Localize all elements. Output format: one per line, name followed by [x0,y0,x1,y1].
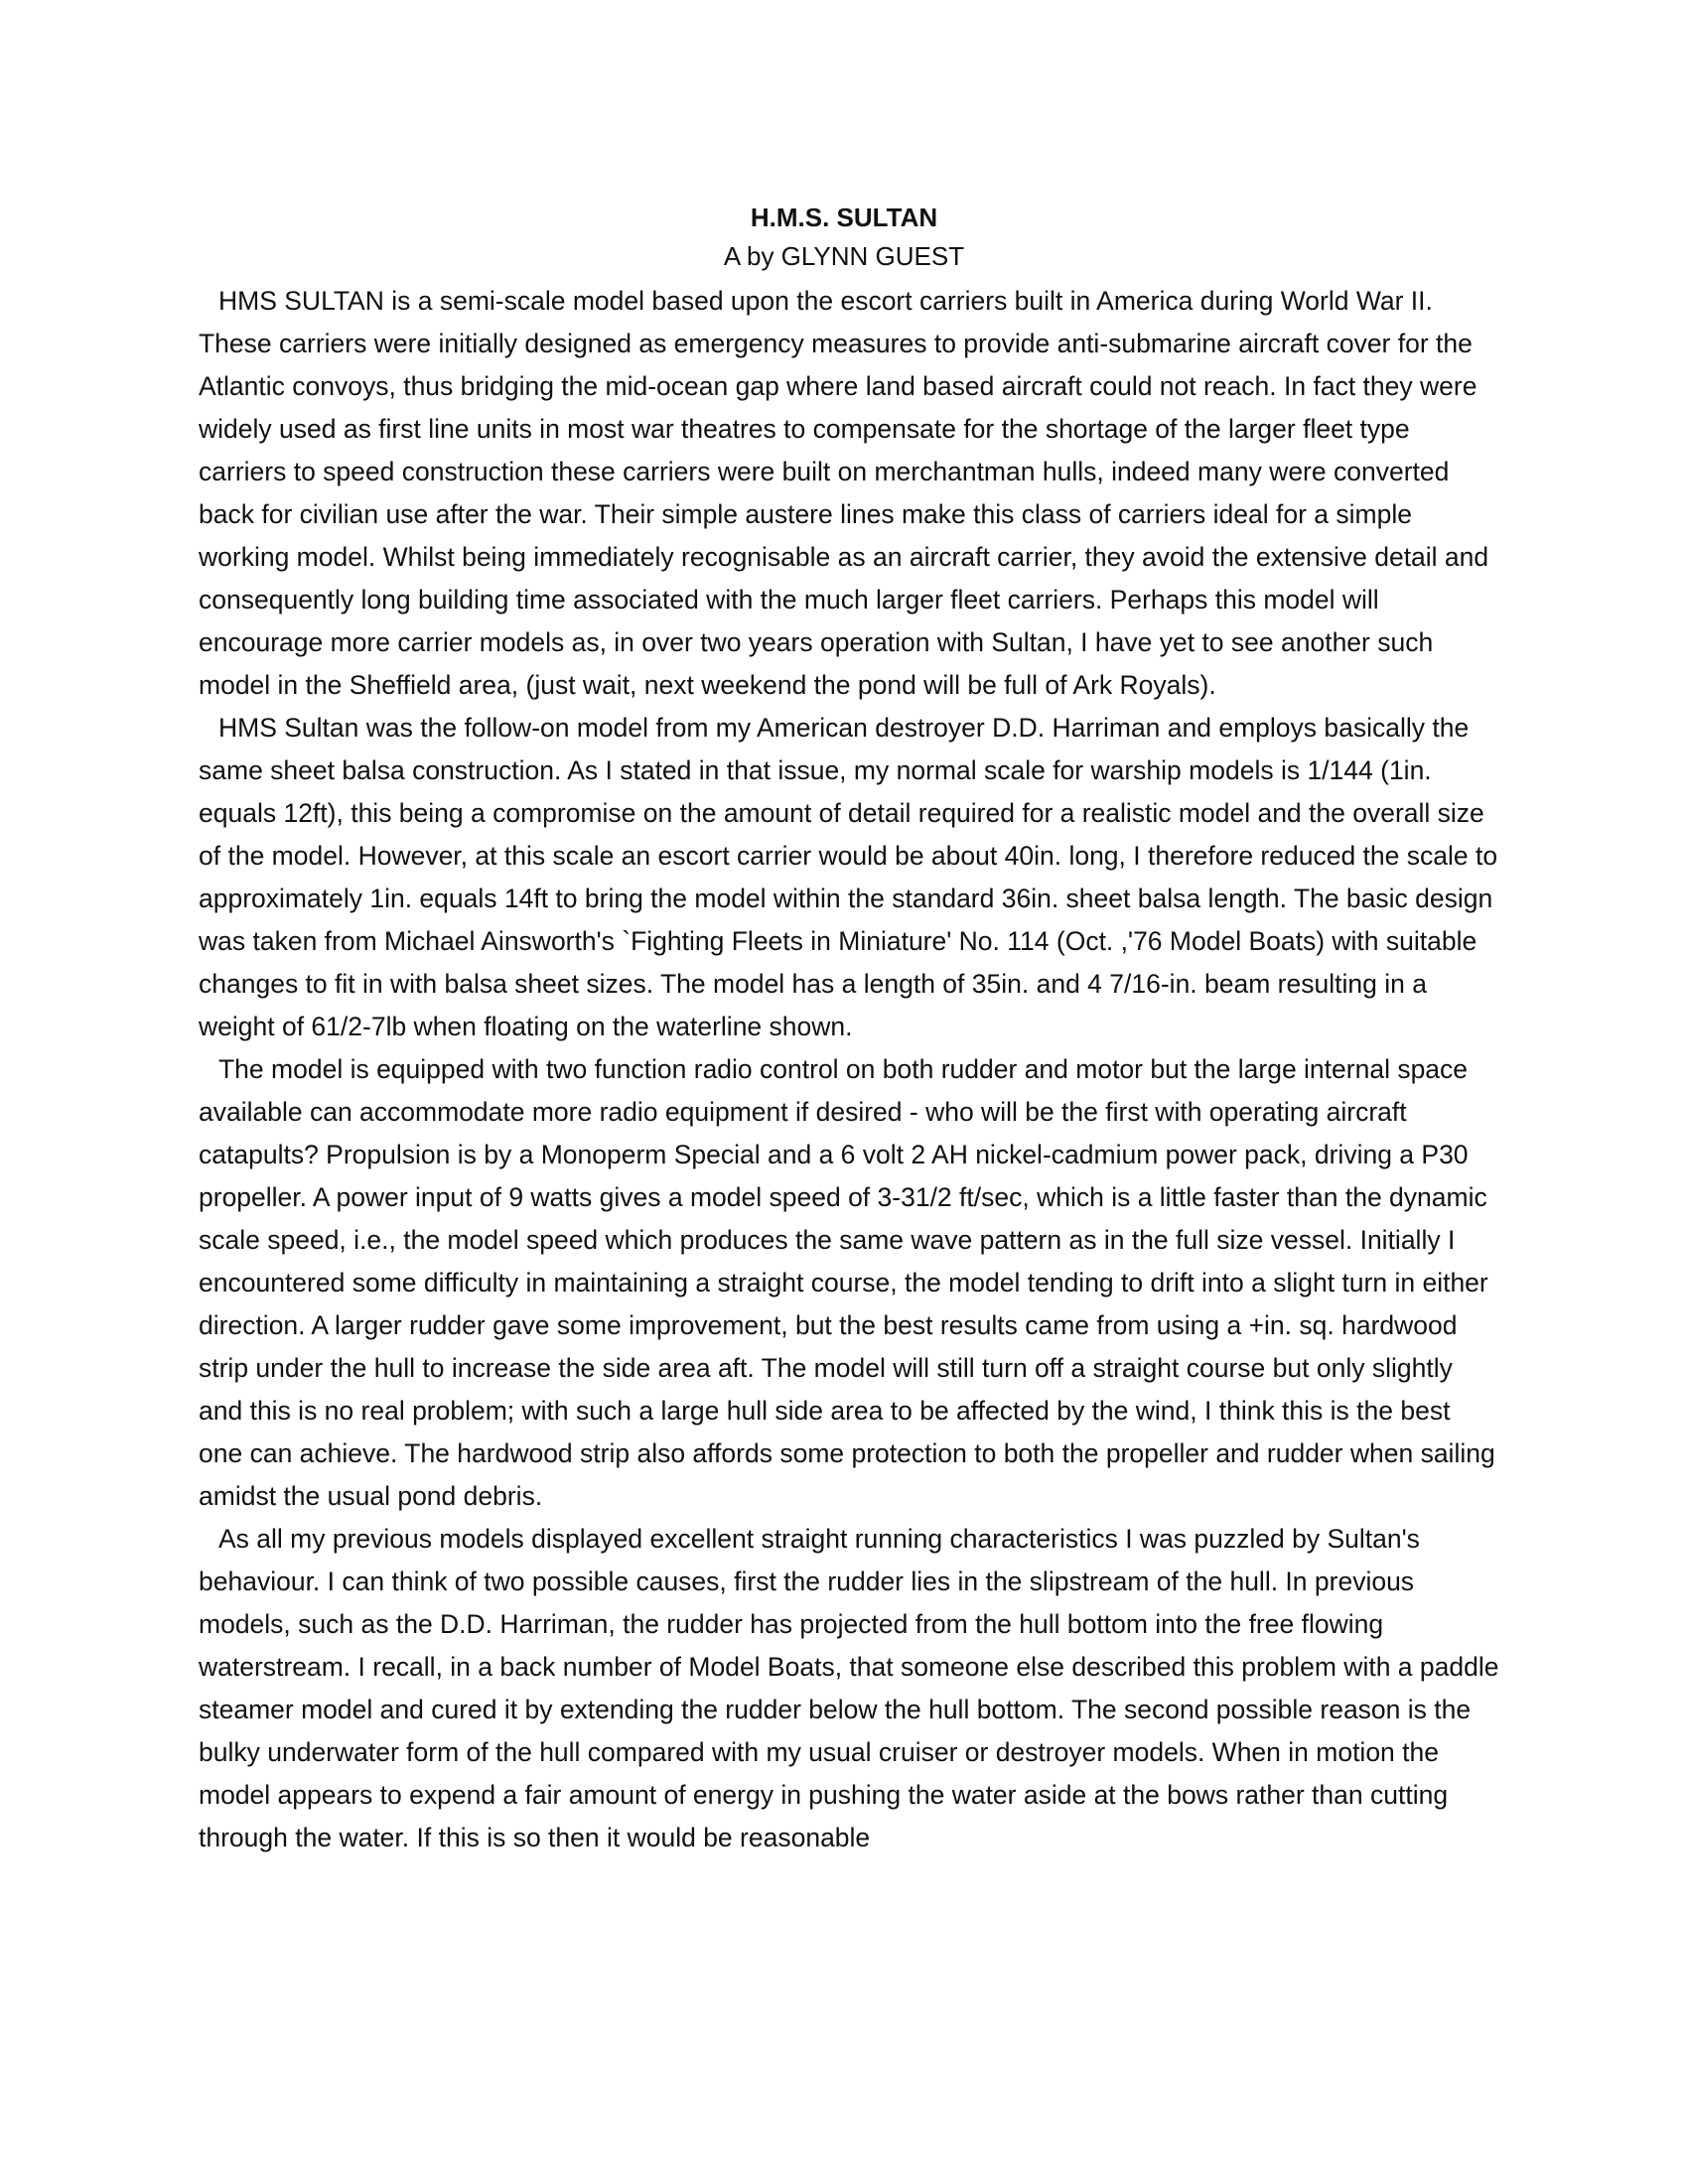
paragraph-2: HMS Sultan was the follow-on model from my American destroyer D.D. Harriman and employs basically the same sheet balsa construction. As I stated in that issue, my normal scale for warship models is 1/144 (1in. equals 12ft), this being a compromise on the amount of detail required for a realistic model and the overall size of the model. However, at this scale an escort carrier would be about 40in. long, I therefore reduced the scale to approximately 1in. equals 14ft to bring the model within the standard 36in. sheet balsa length. The basic design was taken from Michael Ainsworth's `Fighting Fleets in Miniature' No. 114 (Oct. ,'76 Model Boats) with suitable changes to fit in with balsa sheet sizes. The model has a length of 35in. and 4 7/16-in. beam resulting in a weight of 61/2-7lb when floating on the waterline shown. [199,713,1498,1041]
article-title: H.M.S. SULTAN [750,203,938,232]
article-header [0,199,1688,276]
article-byline: A by GLYNN GUEST [723,241,965,271]
paragraph-3: The model is equipped with two function radio control on both rudder and motor but the large internal space available can accommodate more radio equipment if desired - who will be the first with operating aircraft catapults? Propulsion is by a Monoperm Special and a 6 volt 2 AH nickel-cadmium power pack, driving a P30 propeller. A power input of 9 watts gives a model speed of 3-31/2 ft/sec, which is a little faster than the dynamic scale speed, i.e., the model speed which produces the same wave pattern as in the full size vessel. Initially I encountered some difficulty in maintaining a straight course, the model tending to drift into a slight turn in either direction. A larger rudder gave some improvement, but the best results came from using a +in. sq. hardwood strip under the hull to increase the side area aft. The model will still turn off a straight course but only slightly and this is no real problem; with such a large hull side area to be affected by the wind, I think this is the best one can achieve. The hardwood strip also affords some protection to both the propeller and rudder when sailing amidst the usual pond debris. [199,1054,1495,1511]
paragraph-4: As all my previous models displayed excellent straight running characteristics I was puzzled by Sultan's behaviour. I can think of two possible causes, first the rudder lies in the slipstream of the hull. In previous models, such as the D.D. Harriman, the rudder has projected from the hull bottom into the free flowing waterstream. I recall, in a back number of Model Boats, that someone else described this problem with a paddle steamer model and cured it by extending the rudder below the hull bottom. The second possible reason is the bulky underwater form of the hull compared with my usual cruiser or destroyer models. When in motion the model appears to expend a fair amount of energy in pushing the water aside at the bows rather than cutting through the water. If this is so then it would be reasonable [199,1524,1499,1852]
article-body [199,280,1499,1859]
paragraph-1: HMS SULTAN is a semi-scale model based upon the escort carriers built in America during World War II. These carriers were initially designed as emergency measures to provide anti-submarine aircraft cover for the Atlantic convoys, thus bridging the mid-ocean gap where land based aircraft could not reach. In fact they were widely used as first line units in most war theatres to compensate for the shortage of the larger fleet type carriers to speed construction these carriers were built on merchantman hulls, indeed many were converted back for civilian use after the war. Their simple austere lines make this class of carriers ideal for a simple working model. Whilst being immediately recognisable as an aircraft carrier, they avoid the extensive detail and consequently long building time associated with the much larger fleet carriers. Perhaps this model will encourage more carrier models as, in over two years operation with Sultan, I have yet to see another such model in the Sheffield area, (just wait, next weekend the pond will be full of Ark Royals). [199,286,1489,700]
